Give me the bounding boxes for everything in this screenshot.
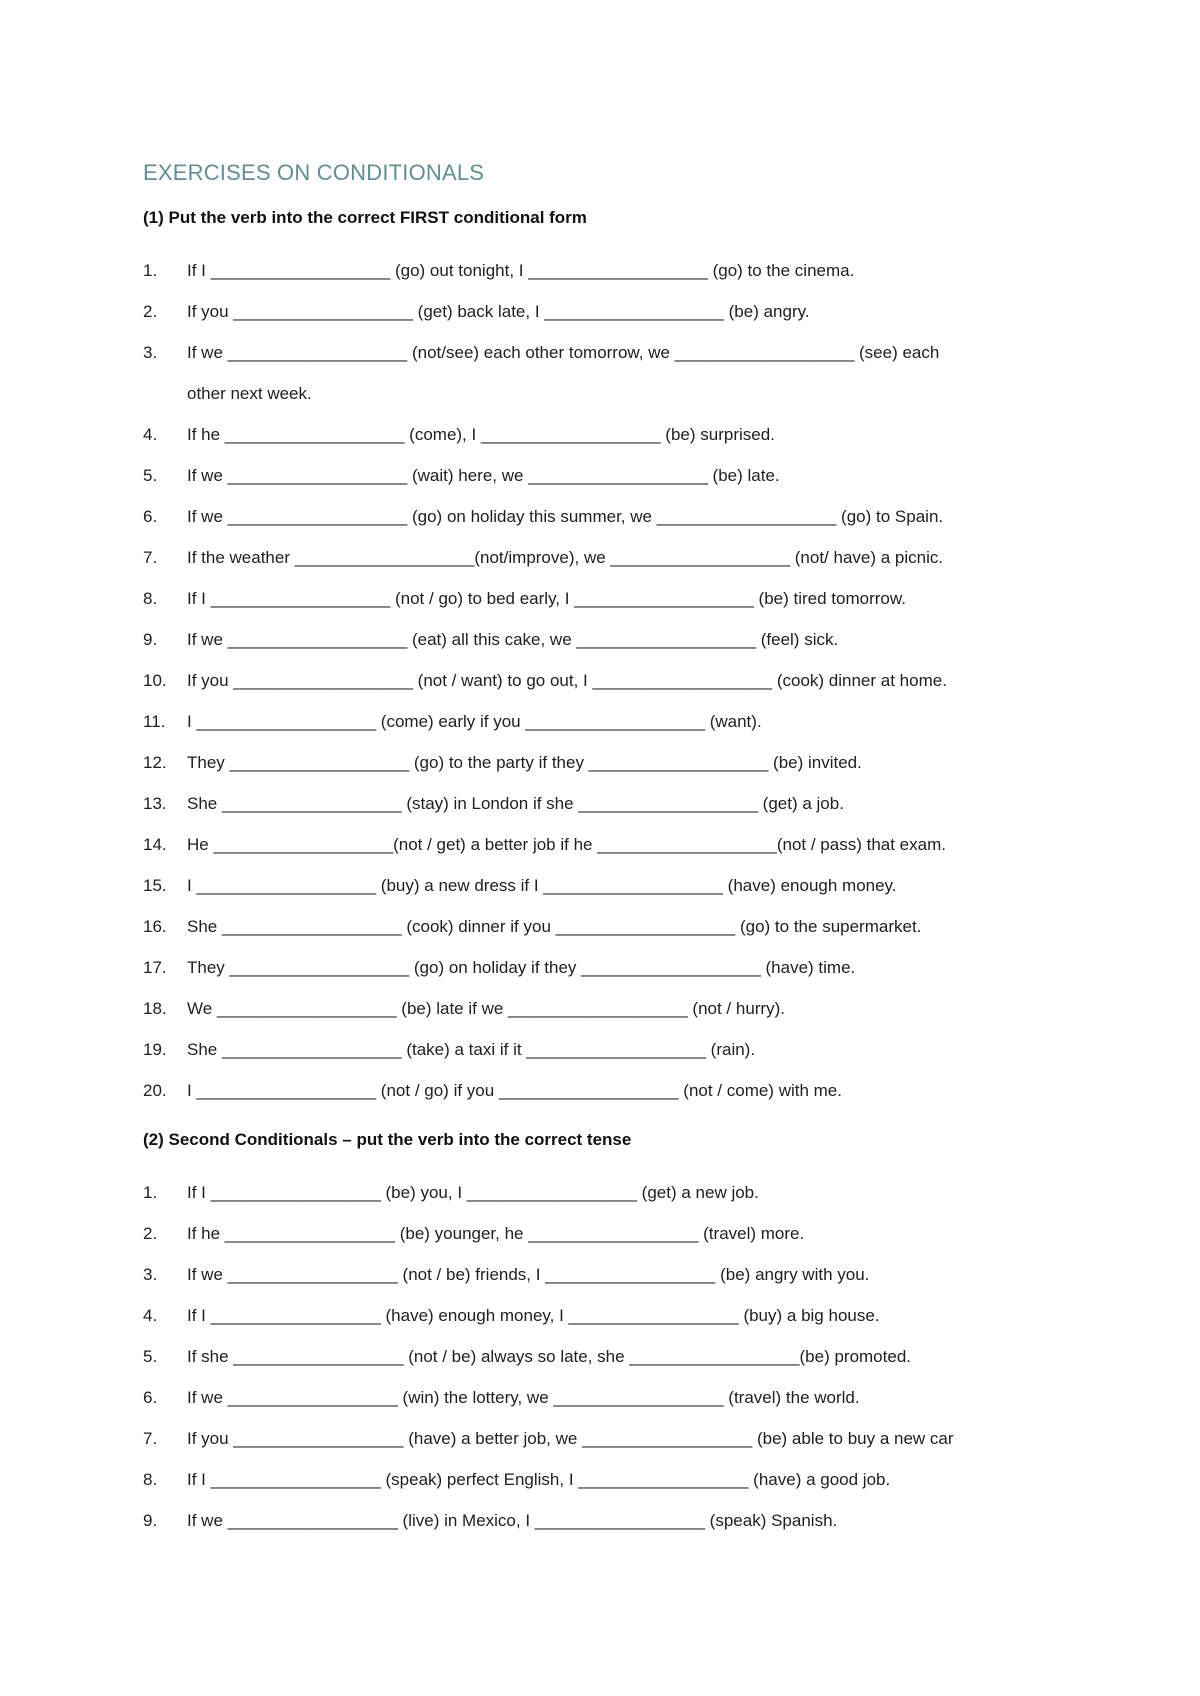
exercise-number: 19. (143, 1040, 167, 1059)
exercise-item (143, 824, 1073, 865)
section-2-exercise-list (143, 1172, 1073, 1541)
exercise-sentence: We ___________________ (be) late if we ___________________ (not / hurry). (187, 999, 785, 1018)
exercise-number: 10. (143, 671, 167, 690)
section-1-heading: (1) Put the verb into the correct FIRST conditional form (143, 208, 587, 227)
exercise-number: 7. (143, 1429, 158, 1448)
exercise-sentence: If she __________________ (not / be) always so late, she __________________(be) promoted. (187, 1347, 911, 1366)
exercise-sentence: If we __________________ (not / be) friends, I __________________ (be) angry with you. (187, 1265, 870, 1284)
exercise-number: 17. (143, 958, 167, 977)
exercise-number: 18. (143, 999, 167, 1018)
exercise-item (143, 906, 1073, 947)
exercise-sentence: If he __________________ (be) younger, he __________________ (travel) more. (187, 1224, 805, 1243)
exercise-item (143, 1254, 1073, 1295)
exercise-item (143, 1213, 1073, 1254)
exercise-item (143, 619, 1073, 660)
exercise-item (143, 988, 1073, 1029)
exercise-number: 1. (143, 1183, 158, 1202)
exercise-number: 1. (143, 261, 158, 280)
exercise-sentence: I ___________________ (come) early if you ___________________ (want). (187, 712, 762, 731)
exercise-sentence: If you ___________________ (get) back late, I ___________________ (be) angry. (187, 302, 810, 321)
exercise-item (143, 660, 1073, 701)
exercise-sentence: If he ___________________ (come), I ___________________ (be) surprised. (187, 425, 775, 444)
exercise-number: 20. (143, 1081, 167, 1100)
exercise-number: 3. (143, 1265, 158, 1284)
exercise-number: 3. (143, 343, 158, 362)
exercise-item (143, 742, 1073, 783)
exercise-sentence: If we ___________________ (not/see) each other tomorrow, we ___________________ (see) each (187, 343, 940, 362)
exercise-item (143, 701, 1073, 742)
exercise-number: 9. (143, 630, 158, 649)
exercise-sentence: If I __________________ (be) you, I __________________ (get) a new job. (187, 1183, 759, 1202)
exercise-sentence: If I __________________ (have) enough money, I __________________ (buy) a big house. (187, 1306, 880, 1325)
exercise-sentence: If you ___________________ (not / want) to go out, I ___________________ (cook) dinner at home. (187, 671, 947, 690)
exercise-number: 9. (143, 1511, 158, 1530)
exercise-number: 8. (143, 1470, 158, 1489)
exercise-item (143, 496, 1073, 537)
page-title: EXERCISES ON CONDITIONALS (143, 160, 485, 185)
exercise-sentence: If we __________________ (win) the lottery, we __________________ (travel) the world. (187, 1388, 860, 1407)
exercise-number: 2. (143, 302, 158, 321)
exercise-sentence: If I __________________ (speak) perfect English, I __________________ (have) a good job. (187, 1470, 891, 1489)
exercise-number: 7. (143, 548, 158, 567)
exercise-number: 16. (143, 917, 167, 936)
exercise-item (143, 865, 1073, 906)
exercise-sentence: She ___________________ (take) a taxi if it ___________________ (rain). (187, 1040, 756, 1059)
exercise-sentence: If I ___________________ (go) out tonight, I ___________________ (go) to the cinema. (187, 261, 855, 280)
exercise-number: 6. (143, 507, 158, 526)
exercise-item (143, 1500, 1073, 1541)
exercise-sentence: She ___________________ (stay) in London if she ___________________ (get) a job. (187, 794, 844, 813)
exercise-number: 15. (143, 876, 167, 895)
exercise-sentence: If you __________________ (have) a better job, we __________________ (be) able to buy a new car (187, 1429, 954, 1448)
exercise-item (143, 291, 1073, 332)
exercise-sentence: If the weather ___________________(not/improve), we ___________________ (not/ have) a picnic. (187, 548, 944, 567)
exercise-item (143, 1172, 1073, 1213)
exercise-item (143, 1295, 1073, 1336)
exercise-sentence: I ___________________ (buy) a new dress if I ___________________ (have) enough money. (187, 876, 897, 895)
exercise-number: 6. (143, 1388, 158, 1407)
exercise-item (143, 537, 1073, 578)
exercise-sentence-continuation: other next week. (187, 384, 312, 403)
exercise-number: 8. (143, 589, 158, 608)
exercise-number: 2. (143, 1224, 158, 1243)
exercise-sentence: They ___________________ (go) to the party if they ___________________ (be) invited. (187, 753, 862, 772)
exercise-item (143, 414, 1073, 455)
exercise-item (143, 1070, 1073, 1111)
exercise-sentence: If I ___________________ (not / go) to bed early, I ___________________ (be) tired tomorrow. (187, 589, 906, 608)
exercise-item (143, 783, 1073, 824)
exercise-sentence: They ___________________ (go) on holiday if they ___________________ (have) time. (187, 958, 856, 977)
exercise-number: 5. (143, 1347, 158, 1366)
exercise-number: 12. (143, 753, 167, 772)
exercise-number: 11. (143, 712, 166, 731)
exercise-item (143, 947, 1073, 988)
exercise-item (143, 1029, 1073, 1070)
exercise-item (143, 250, 1073, 291)
exercise-number: 4. (143, 425, 158, 444)
exercise-number: 13. (143, 794, 167, 813)
exercise-sentence: If we ___________________ (go) on holiday this summer, we ___________________ (go) to Spain. (187, 507, 944, 526)
exercise-number: 4. (143, 1306, 158, 1325)
exercise-sentence: He ___________________(not / get) a better job if he ___________________(not / pass) that exam. (187, 835, 946, 854)
exercise-item (143, 332, 1073, 414)
section-2-heading: (2) Second Conditionals – put the verb into the correct tense (143, 1130, 632, 1149)
exercise-number: 14. (143, 835, 167, 854)
exercise-number: 5. (143, 466, 158, 485)
exercise-item (143, 1459, 1073, 1500)
exercise-item (143, 1336, 1073, 1377)
section-1-exercise-list (143, 250, 1073, 1111)
exercise-item (143, 1377, 1073, 1418)
exercise-sentence: She ___________________ (cook) dinner if you ___________________ (go) to the supermarket. (187, 917, 922, 936)
exercise-item (143, 578, 1073, 619)
exercise-item (143, 455, 1073, 496)
exercise-sentence: I ___________________ (not / go) if you ___________________ (not / come) with me. (187, 1081, 842, 1100)
exercise-sentence: If we __________________ (live) in Mexico, I __________________ (speak) Spanish. (187, 1511, 838, 1530)
exercise-sentence: If we ___________________ (eat) all this cake, we ___________________ (feel) sick. (187, 630, 839, 649)
exercise-item (143, 1418, 1073, 1459)
exercise-sentence: If we ___________________ (wait) here, we ___________________ (be) late. (187, 466, 780, 485)
